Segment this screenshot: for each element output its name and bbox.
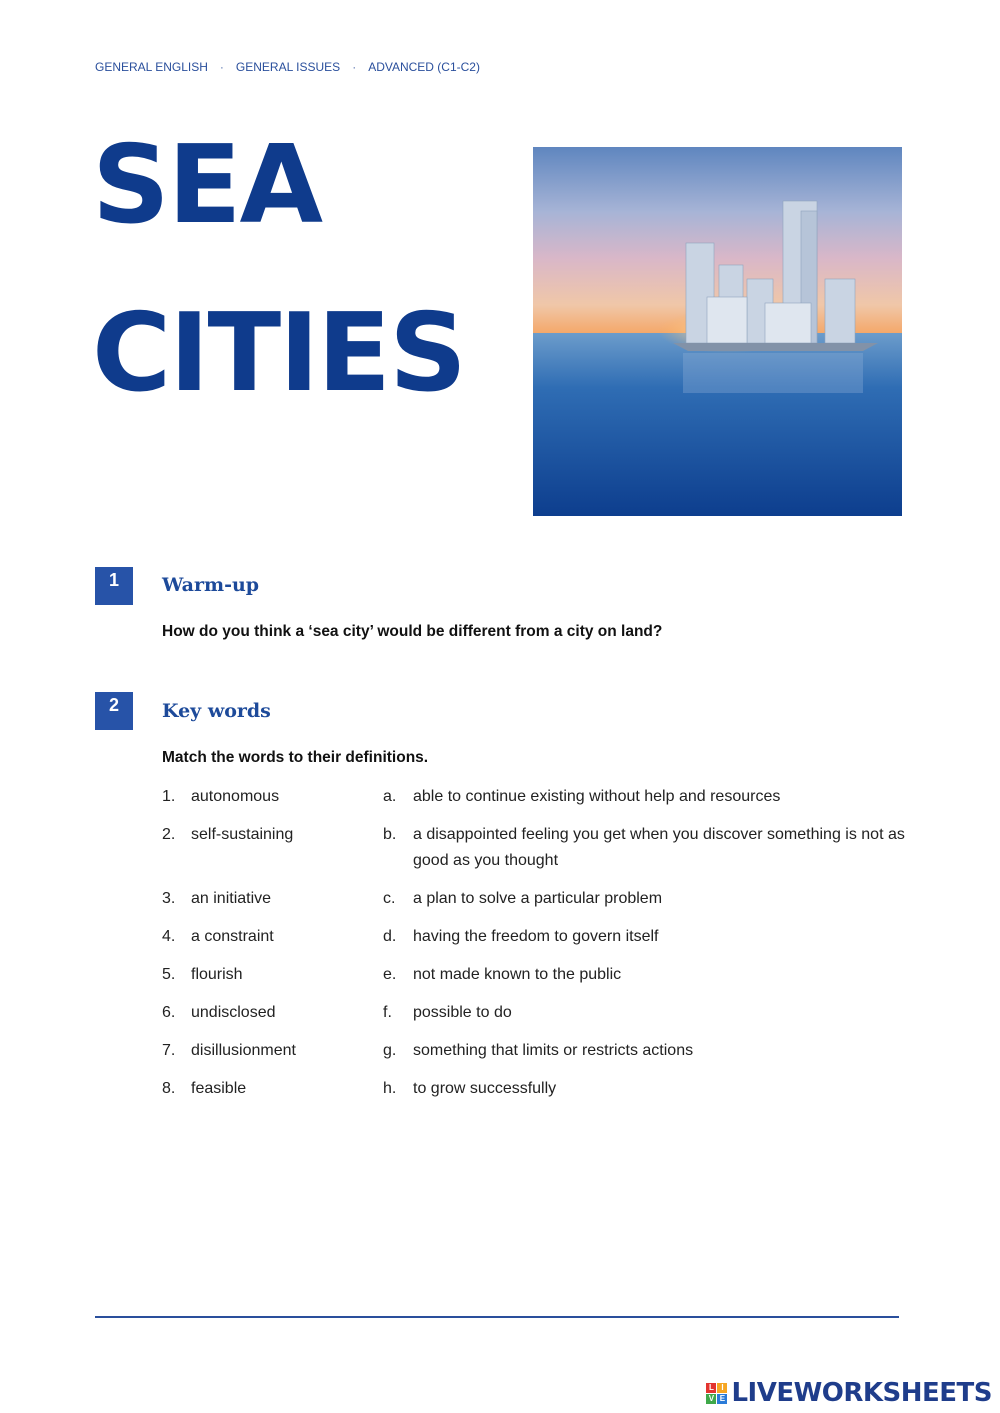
word-number: 3.	[162, 890, 176, 907]
liveworksheets-logo	[706, 1378, 992, 1408]
vocab-word: self-sustaining	[191, 826, 294, 843]
section-number-badge: 1	[95, 567, 133, 605]
list-item	[162, 886, 907, 912]
logo-letter: V	[706, 1394, 716, 1404]
vocab-word: autonomous	[191, 788, 280, 805]
footer-divider	[95, 1316, 899, 1318]
word-number: 5.	[162, 966, 176, 983]
definition-letter: d.	[383, 928, 397, 945]
breadcrumb-item: GENERAL ENGLISH	[95, 60, 208, 74]
list-item	[162, 1038, 907, 1064]
definition-text: having the freedom to govern itself	[413, 928, 659, 945]
definition-text: not made known to the public	[413, 966, 622, 983]
matching-instructions: Match the words to their definitions.	[162, 749, 429, 766]
logo-letter: L	[706, 1383, 716, 1393]
definition-text: a plan to solve a particular problem	[413, 890, 663, 907]
vocab-word: flourish	[191, 966, 243, 983]
breadcrumb-item: ADVANCED (C1-C2)	[368, 60, 480, 74]
vocab-word: a constraint	[191, 928, 274, 945]
vocab-word: an initiative	[191, 890, 272, 907]
section-title: Warm-up	[162, 574, 260, 596]
list-item	[162, 1076, 907, 1102]
list-item	[162, 1000, 907, 1026]
definition-letter: a.	[383, 788, 397, 805]
definition-text: possible to do	[413, 1004, 512, 1021]
word-number: 6.	[162, 1004, 176, 1021]
definition-letter: h.	[383, 1080, 397, 1097]
vocab-word: disillusionment	[191, 1042, 296, 1059]
page-title-line-2: CITIES	[92, 291, 465, 416]
warmup-question: How do you think a ‘sea city’ would be different from a city on land?	[162, 623, 663, 640]
list-item	[162, 924, 907, 950]
logo-letter: I	[717, 1383, 727, 1393]
definition-letter: b.	[383, 826, 397, 843]
list-item	[162, 784, 907, 810]
vocab-word: feasible	[191, 1080, 247, 1097]
definition-letter: c.	[383, 890, 396, 907]
definition-text: to grow successfully	[413, 1080, 557, 1097]
word-number: 8.	[162, 1080, 176, 1097]
sea-city-image	[533, 147, 902, 516]
list-item	[162, 822, 907, 874]
list-item	[162, 962, 907, 988]
definition-text: something that limits or restricts actions	[413, 1042, 694, 1059]
definition-text: able to continue existing without help and resources	[413, 788, 781, 805]
definition-letter: f.	[383, 1004, 392, 1021]
section-title: Key words	[162, 700, 271, 722]
word-number: 7.	[162, 1042, 176, 1059]
breadcrumb	[95, 60, 480, 74]
definition-letter: e.	[383, 966, 397, 983]
word-number: 4.	[162, 928, 176, 945]
breadcrumb-separator: ·	[352, 60, 357, 74]
breadcrumb-separator: ·	[219, 60, 224, 74]
vocab-word: undisclosed	[191, 1004, 276, 1021]
page-title-line-1: SEA	[92, 123, 322, 248]
definition-letter: g.	[383, 1042, 397, 1059]
definition-text: a disappointed feeling you get when you discover something is not as good as you thought	[413, 826, 905, 869]
section-number-badge: 2	[95, 692, 133, 730]
word-number: 1.	[162, 788, 176, 805]
logo-text: LIVEWORKSHEETS	[731, 1378, 992, 1408]
vocabulary-matching-list	[162, 784, 907, 1114]
breadcrumb-item: GENERAL ISSUES	[235, 60, 341, 74]
live-logo-icon	[706, 1383, 727, 1404]
word-number: 2.	[162, 826, 176, 843]
logo-letter: E	[717, 1394, 727, 1404]
